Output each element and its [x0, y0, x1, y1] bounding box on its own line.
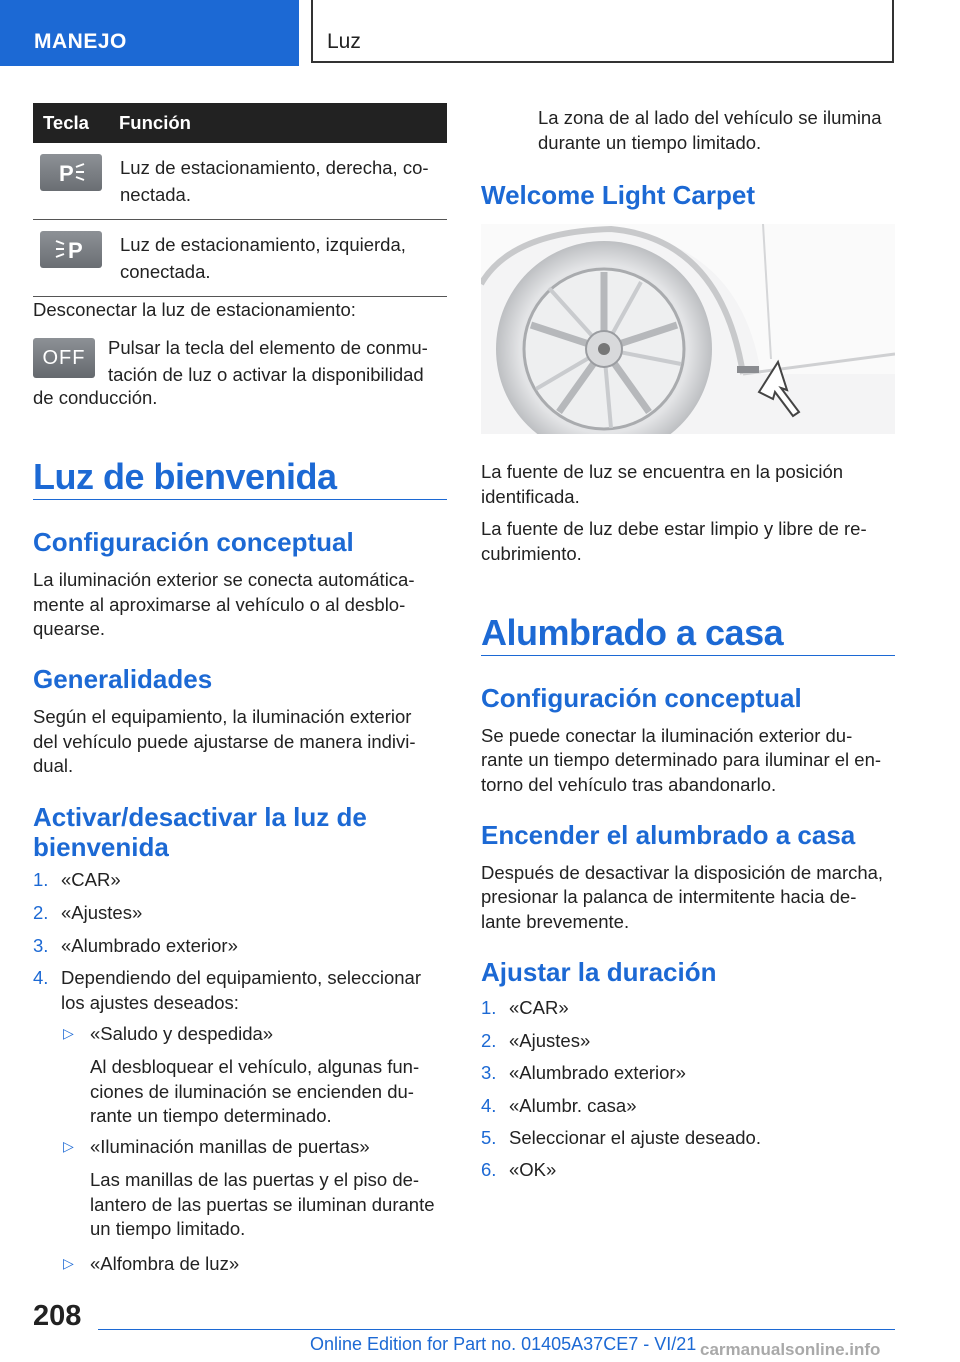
- title-rule: [481, 655, 895, 656]
- section-tab: [0, 0, 299, 66]
- step-text: los ajustes deseados:: [61, 992, 239, 1013]
- concept-text-line: mente al aproximarse al vehículo o al desblo-: [33, 594, 406, 615]
- key-function-table: [33, 103, 447, 297]
- general-text-line: Según el equipamiento, la iluminación exterior: [33, 706, 412, 727]
- footer-rule: [98, 1329, 895, 1330]
- chapter-box: [311, 0, 894, 63]
- svg-text:P: P: [59, 161, 74, 186]
- step-text: «Alumbrado exterior»: [509, 1062, 686, 1083]
- general-text-line: del vehículo puede ajustarse de manera indivi-: [33, 731, 416, 752]
- step-number: 5.: [481, 1127, 497, 1148]
- row-text-line: nectada.: [120, 184, 191, 205]
- col-key-header: Tecla: [33, 103, 119, 143]
- step-number: 4.: [481, 1095, 497, 1116]
- switch-text-line: lante brevemente.: [481, 911, 630, 932]
- step-text: «Ajustes»: [509, 1030, 591, 1051]
- step-text: Dependiendo del equipamiento, seleccionar: [61, 967, 421, 988]
- sub-option-title: «Iluminación manillas de puertas»: [90, 1136, 370, 1157]
- row-text-line: Luz de estacionamiento, izquierda,: [120, 234, 406, 255]
- watermark: carmanualsonline.info: [700, 1340, 881, 1359]
- title-rule: [33, 499, 447, 500]
- concept-text-line: La iluminación exterior se conecta automática-: [33, 569, 415, 590]
- page-number: 208: [33, 1300, 82, 1332]
- step-number: 3.: [33, 935, 49, 956]
- sub-option-desc: un tiempo limitado.: [90, 1218, 246, 1239]
- switch-on-title: Encender el alumbrado a casa: [481, 820, 856, 850]
- edition-text: Online Edition for Part no. 01405A37CE7 - VI/21: [310, 1334, 697, 1354]
- step-text: Seleccionar el ajuste deseado.: [509, 1127, 761, 1148]
- concept-text-line: quearse.: [33, 618, 105, 639]
- step-text: «Ajustes»: [61, 902, 143, 923]
- step-number: 4.: [33, 967, 49, 988]
- duration-title: Ajustar la duración: [481, 957, 717, 987]
- step-number: 3.: [481, 1062, 497, 1083]
- disconnect-text-line: Pulsar la tecla del elemento de conmu-: [108, 337, 428, 358]
- col-function-header: Función: [119, 103, 447, 143]
- table-header-row: [33, 103, 447, 143]
- page-header: [0, 0, 960, 66]
- row-text-line: conectada.: [120, 261, 211, 282]
- sub-option-title: «Alfombra de luz»: [90, 1253, 240, 1274]
- step-number: 2.: [33, 902, 49, 923]
- concept-text-line: torno del vehículo tras abandonarlo.: [481, 774, 777, 795]
- concept-title: Configuración conceptual: [33, 527, 354, 557]
- step-text: «OK»: [509, 1159, 557, 1180]
- sub-option-desc: rante un tiempo determinado.: [90, 1105, 332, 1126]
- concept-text-line: Se puede conectar la iluminación exterior du-: [481, 725, 853, 746]
- sub-option-desc: ciones de iluminación se encienden du-: [90, 1081, 414, 1102]
- table-row: [33, 220, 447, 297]
- source-text-line: La fuente de luz se encuentra en la posición: [481, 461, 844, 482]
- activate-title-line: bienvenida: [33, 832, 169, 862]
- source-text-line: identificada.: [481, 486, 580, 507]
- step-text: «CAR»: [61, 869, 121, 890]
- triangle-bullet-icon: ▷: [63, 1138, 74, 1154]
- source-text-line: cubrimiento.: [481, 543, 582, 564]
- sub-option-desc: lantero de las puertas se iluminan durante: [90, 1194, 435, 1215]
- sub-option-desc: Al desbloquear el vehículo, algunas fun-: [90, 1056, 420, 1077]
- general-text-line: dual.: [33, 755, 74, 776]
- carpet-title: Welcome Light Carpet: [481, 180, 756, 210]
- welcome-light-title: Luz de bienvenida: [33, 456, 337, 497]
- activate-title-line: Activar/desactivar la luz de: [33, 802, 367, 832]
- step-number: 2.: [481, 1030, 497, 1051]
- switch-text-line: Después de desactivar la disposición de marcha,: [481, 862, 884, 883]
- off-button-icon: OFF: [33, 338, 95, 378]
- chapter-title: Luz: [327, 30, 361, 53]
- concept-text-line: rante un tiempo determinado para iluminar el en-: [481, 749, 882, 770]
- step-text: «Alumbrado exterior»: [61, 935, 238, 956]
- concept-title: Configuración conceptual: [481, 683, 802, 713]
- general-title: Generalidades: [33, 664, 213, 694]
- step-number: 6.: [481, 1159, 497, 1180]
- switch-text-line: presionar la palanca de intermitente hacia de-: [481, 886, 857, 907]
- welcome-carpet-photo: [481, 224, 895, 434]
- disconnect-text-line: tación de luz o activar la disponibilidad: [108, 364, 424, 385]
- source-text-line: La fuente de luz debe estar limpio y libre de re-: [481, 518, 867, 539]
- svg-text:P: P: [68, 238, 83, 263]
- sub-option-title: «Saludo y despedida»: [90, 1023, 274, 1044]
- disconnect-text-line: de conducción.: [33, 387, 158, 408]
- sub-option-desc: Las manillas de las puertas y el piso de-: [90, 1169, 420, 1190]
- carpet-cont-line: La zona de al lado del vehículo se ilumina: [538, 107, 882, 128]
- step-number: 1.: [481, 997, 497, 1018]
- table-row: [33, 143, 447, 220]
- parking-light-left-icon: [40, 231, 102, 268]
- carpet-cont-line: durante un tiempo limitado.: [538, 132, 762, 153]
- parking-light-right-icon: [40, 154, 102, 191]
- row-text-line: Luz de estacionamiento, derecha, co-: [120, 157, 429, 178]
- triangle-bullet-icon: ▷: [63, 1255, 74, 1271]
- step-text: «Alumbr. casa»: [509, 1095, 637, 1116]
- disconnect-intro: Desconectar la luz de estacionamiento:: [33, 299, 356, 320]
- step-number: 1.: [33, 869, 49, 890]
- section-title: MANEJO: [34, 30, 127, 53]
- step-text: «CAR»: [509, 997, 569, 1018]
- triangle-bullet-icon: ▷: [63, 1025, 74, 1041]
- follow-home-title: Alumbrado a casa: [481, 612, 784, 653]
